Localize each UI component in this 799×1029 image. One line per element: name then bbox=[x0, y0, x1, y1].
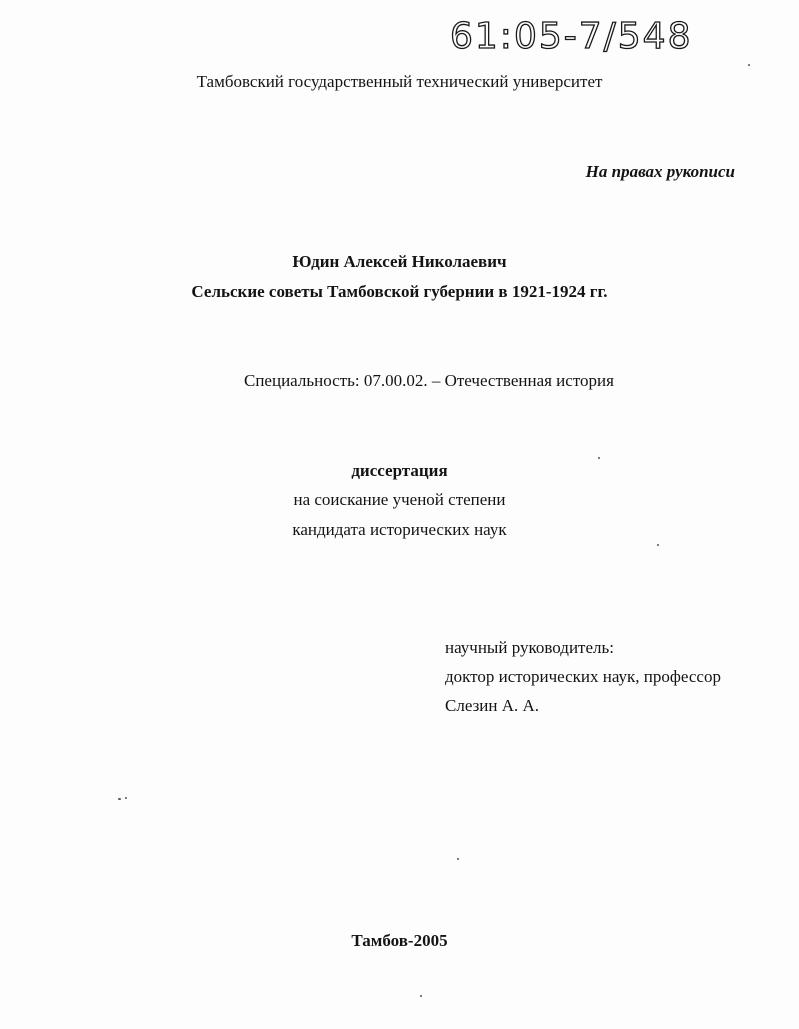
dissertation-title: Сельские советы Тамбовской губернии в 1921-1924 гг. bbox=[191, 282, 608, 301]
scan-speck bbox=[657, 544, 659, 546]
supervisor-label: научный руководитель: bbox=[445, 638, 614, 657]
handwritten-archive-number-drawing bbox=[446, 8, 716, 58]
degree-line-2: кандидата исторических наук bbox=[292, 520, 507, 539]
archive-number-text: 61:05-7/548 bbox=[450, 16, 693, 57]
place-year: Тамбов-2005 bbox=[351, 931, 448, 950]
scan-speck bbox=[598, 457, 600, 459]
scan-speck bbox=[420, 995, 422, 997]
degree-line-1: на соискание ученой степени bbox=[293, 490, 506, 509]
scan-speck bbox=[118, 798, 121, 800]
manuscript-note: На правах рукописи bbox=[585, 162, 735, 181]
author-name: Юдин Алексей Николаевич bbox=[292, 252, 507, 271]
handwritten-archive-number bbox=[446, 8, 716, 58]
supervisor-name: Слезин А. А. bbox=[445, 696, 540, 715]
specialty-line: Специальность: 07.00.02. – Отечественная история bbox=[244, 371, 614, 390]
scan-speck bbox=[748, 64, 750, 66]
supervisor-credentials: доктор исторических наук, профессор bbox=[445, 667, 721, 686]
scan-speck bbox=[457, 858, 459, 860]
degree-type: диссертация bbox=[351, 461, 448, 480]
university-name: Тамбовский государственный технический университет bbox=[196, 72, 603, 91]
scan-speck bbox=[125, 797, 127, 799]
